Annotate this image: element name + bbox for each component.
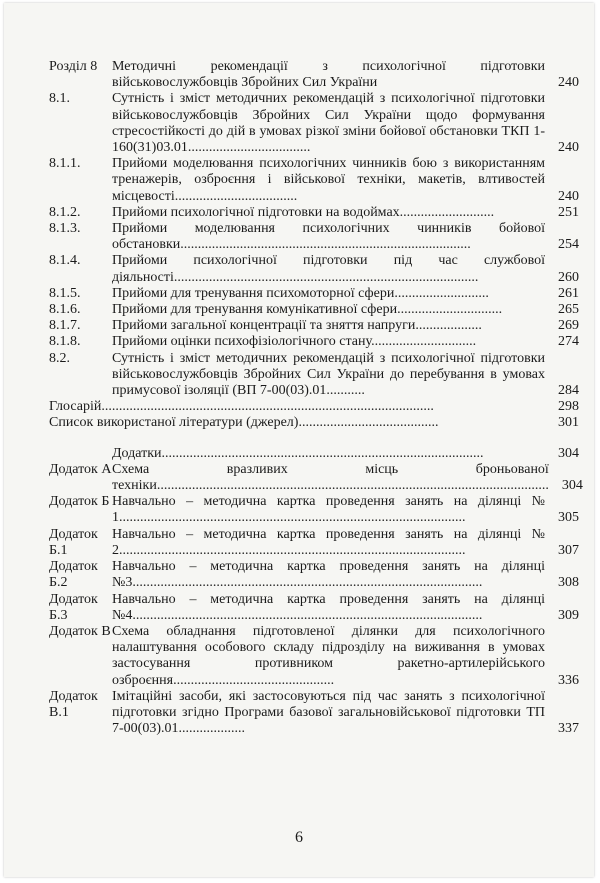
toc-entry-appendix-b3 [49, 592, 579, 624]
toc-leader: .................................................................................................... [132, 607, 483, 623]
toc-page: 261 [558, 285, 579, 301]
toc-page: 298 [558, 399, 579, 415]
toc-entry-appendix-b [49, 494, 579, 526]
toc-title: Прийоми моделювання психологічних чинників бою з використанням тренажерів, озброєння і військової техніки, макетів, влтивостей місцевості [112, 156, 545, 204]
toc-leader: ................... [178, 721, 245, 737]
toc-page: 260 [558, 269, 579, 285]
toc-entry-8 [49, 59, 579, 91]
toc-title: Навчально – методична картка проведення занять на ділянці №4 [112, 591, 545, 623]
toc-leader: ............................................................................................ [161, 445, 484, 461]
toc-entry-8-1-2 [49, 205, 579, 221]
document-page [4, 3, 594, 877]
toc-page: 240 [558, 188, 579, 204]
toc-number: Розділ 8 [49, 59, 98, 74]
toc-page: 274 [558, 334, 579, 350]
toc-leader: .............................. [371, 334, 477, 350]
toc-leader: ................................................................................................................ [156, 478, 549, 494]
toc-leader: ....................................................................................... [173, 269, 479, 285]
toc-page: 269 [558, 318, 579, 334]
toc-title: Прийоми психологічної підготовки під час службової діяльності [112, 253, 545, 285]
toc-title: Схема вразливих місць броньованої техніки [112, 461, 549, 494]
toc-title: Сутність і зміст методичних рекомендацій з психологічної підготовки військовослужбовців Збройних Сил України до перебування в умовах примусової ізоляції (ВП 7-00(03).01 [112, 350, 545, 399]
toc-number: 8.1.2. [49, 204, 81, 220]
table-of-contents [49, 59, 583, 737]
toc-title: Прийоми загальної концентрації та зняття напруги [112, 318, 416, 334]
toc-number: 8.1.7. [49, 318, 81, 334]
toc-entry-appendix-b1 [49, 527, 579, 559]
toc-title: Список використаної літератури (джерел) [49, 415, 299, 431]
toc-number: 8.2. [49, 350, 70, 366]
toc-entry-8-1-1 [49, 156, 579, 205]
toc-number: 8.1.6. [49, 302, 81, 318]
toc-number: 8.1.5. [49, 285, 81, 301]
toc-title: Прийоми моделювання психологічних чинників бойової обстановки [112, 221, 545, 253]
toc-number: 8.1.3. [49, 221, 81, 237]
toc-page: 304 [558, 445, 579, 461]
toc-number: Додаток В.1 [49, 688, 98, 720]
toc-entry-8-2 [49, 351, 579, 400]
toc-leader: ................................................................................................... [119, 542, 466, 558]
toc-page: 304 [561, 478, 583, 494]
toc-page: 301 [558, 415, 579, 431]
toc-title: Схема обладнання підготовленої ділянки для психологічного налаштування особового складу підрозділу на виживання в умовах застосування противником ракетно-артилерійського озброєння [112, 623, 545, 688]
toc-number: Додаток Б.3 [49, 591, 98, 623]
toc-title: Навчально – методична картка проведення занять на ділянці №3 [112, 559, 545, 591]
toc-leader: .............................. [397, 302, 503, 318]
toc-leader: ................................................................................................... [119, 510, 466, 526]
toc-number: Додаток В [49, 623, 111, 639]
toc-title: Прийоми оцінки психофізіологічного стану [112, 334, 372, 350]
toc-entry-8-1-6 [49, 302, 579, 318]
toc-title: Сутність і зміст методичних рекомендацій з психологічної підготовки військовослужбовців Збройних Сил України щодо формування стресостійкості до дій в умовах різкої зміни бойової обстановки ТКП 1-160(31)03.01 [112, 91, 545, 156]
toc-number: Додаток Б [49, 494, 110, 510]
toc-leader: ........................................ [298, 415, 439, 431]
toc-page: 308 [558, 575, 579, 591]
toc-number: Додаток Б.2 [49, 559, 98, 591]
toc-entry-appendix-v [49, 624, 579, 689]
toc-leader: ........................... [394, 285, 489, 301]
toc-number: 8.1. [49, 91, 70, 107]
toc-entry-8-1-5 [49, 286, 579, 302]
toc-leader: ........... [326, 383, 365, 399]
page-number: 6 [295, 829, 303, 846]
toc-entry-8-1-7 [49, 318, 579, 334]
toc-number: Додаток А [49, 461, 112, 477]
toc-title: Додатки [112, 445, 162, 461]
toc-leader: ................... [415, 318, 482, 334]
toc-entry-8-1-4 [49, 253, 579, 285]
toc-entry-appendix-v1 [49, 689, 579, 738]
toc-title: Навчально – методична картка проведення занять на ділянці № 2 [112, 526, 545, 558]
toc-page: 240 [558, 75, 579, 91]
toc-title: Глосарій [49, 399, 102, 415]
toc-number: 8.1.4. [49, 253, 81, 269]
toc-entry-appendix-b2 [49, 559, 579, 591]
toc-entry-8-1 [49, 91, 579, 156]
toc-page: 284 [558, 383, 579, 399]
toc-entry-references [49, 415, 579, 431]
toc-leader: ........................... [399, 204, 495, 220]
toc-entry-appendices [49, 446, 579, 462]
toc-title: Прийоми для тренування комунікативної сфери [112, 302, 398, 318]
toc-page: 337 [558, 721, 579, 737]
toc-title: Прийоми психологічної підготовки на водоймах [112, 204, 400, 220]
toc-page: 309 [558, 607, 579, 623]
toc-entry-glossary [49, 399, 579, 415]
toc-title: Імітаційні засоби, які застосовуються під час занять з психологічної підготовки згідно Програми базової загальновійськової підготовки ТП 7-00(03).01 [112, 688, 545, 737]
toc-leader: ................................................................................... [180, 237, 471, 253]
toc-title: Прийоми для тренування психомоторної сфери [112, 285, 395, 301]
toc-number: Додаток Б.1 [49, 526, 98, 558]
spacer [49, 432, 579, 446]
toc-number: 8.1.8. [49, 334, 81, 350]
toc-entry-8-1-8 [49, 334, 579, 350]
toc-page: 336 [558, 672, 579, 688]
toc-entry-appendix-a [49, 461, 583, 494]
toc-page: 251 [558, 204, 579, 220]
toc-title: Методичні рекомендації з психологічної підготовки військовослужбовців Збройних Сил України [112, 59, 545, 91]
toc-entry-8-1-3 [49, 221, 579, 253]
toc-page: 265 [558, 302, 579, 318]
toc-leader: .............................................. [173, 672, 335, 688]
toc-leader: ............................................................................................... [101, 399, 434, 415]
toc-leader: ................................... [187, 140, 311, 156]
toc-title: Навчально – методична картка проведення занять на ділянці № 1 [112, 494, 545, 526]
toc-number: 8.1.1. [49, 156, 81, 172]
toc-page: 254 [558, 237, 579, 253]
toc-leader: .................................................................................................... [132, 575, 483, 591]
toc-page: 305 [558, 510, 579, 526]
toc-page: 240 [558, 140, 579, 156]
toc-page: 307 [558, 542, 579, 558]
toc-leader: ................................... [174, 188, 298, 204]
